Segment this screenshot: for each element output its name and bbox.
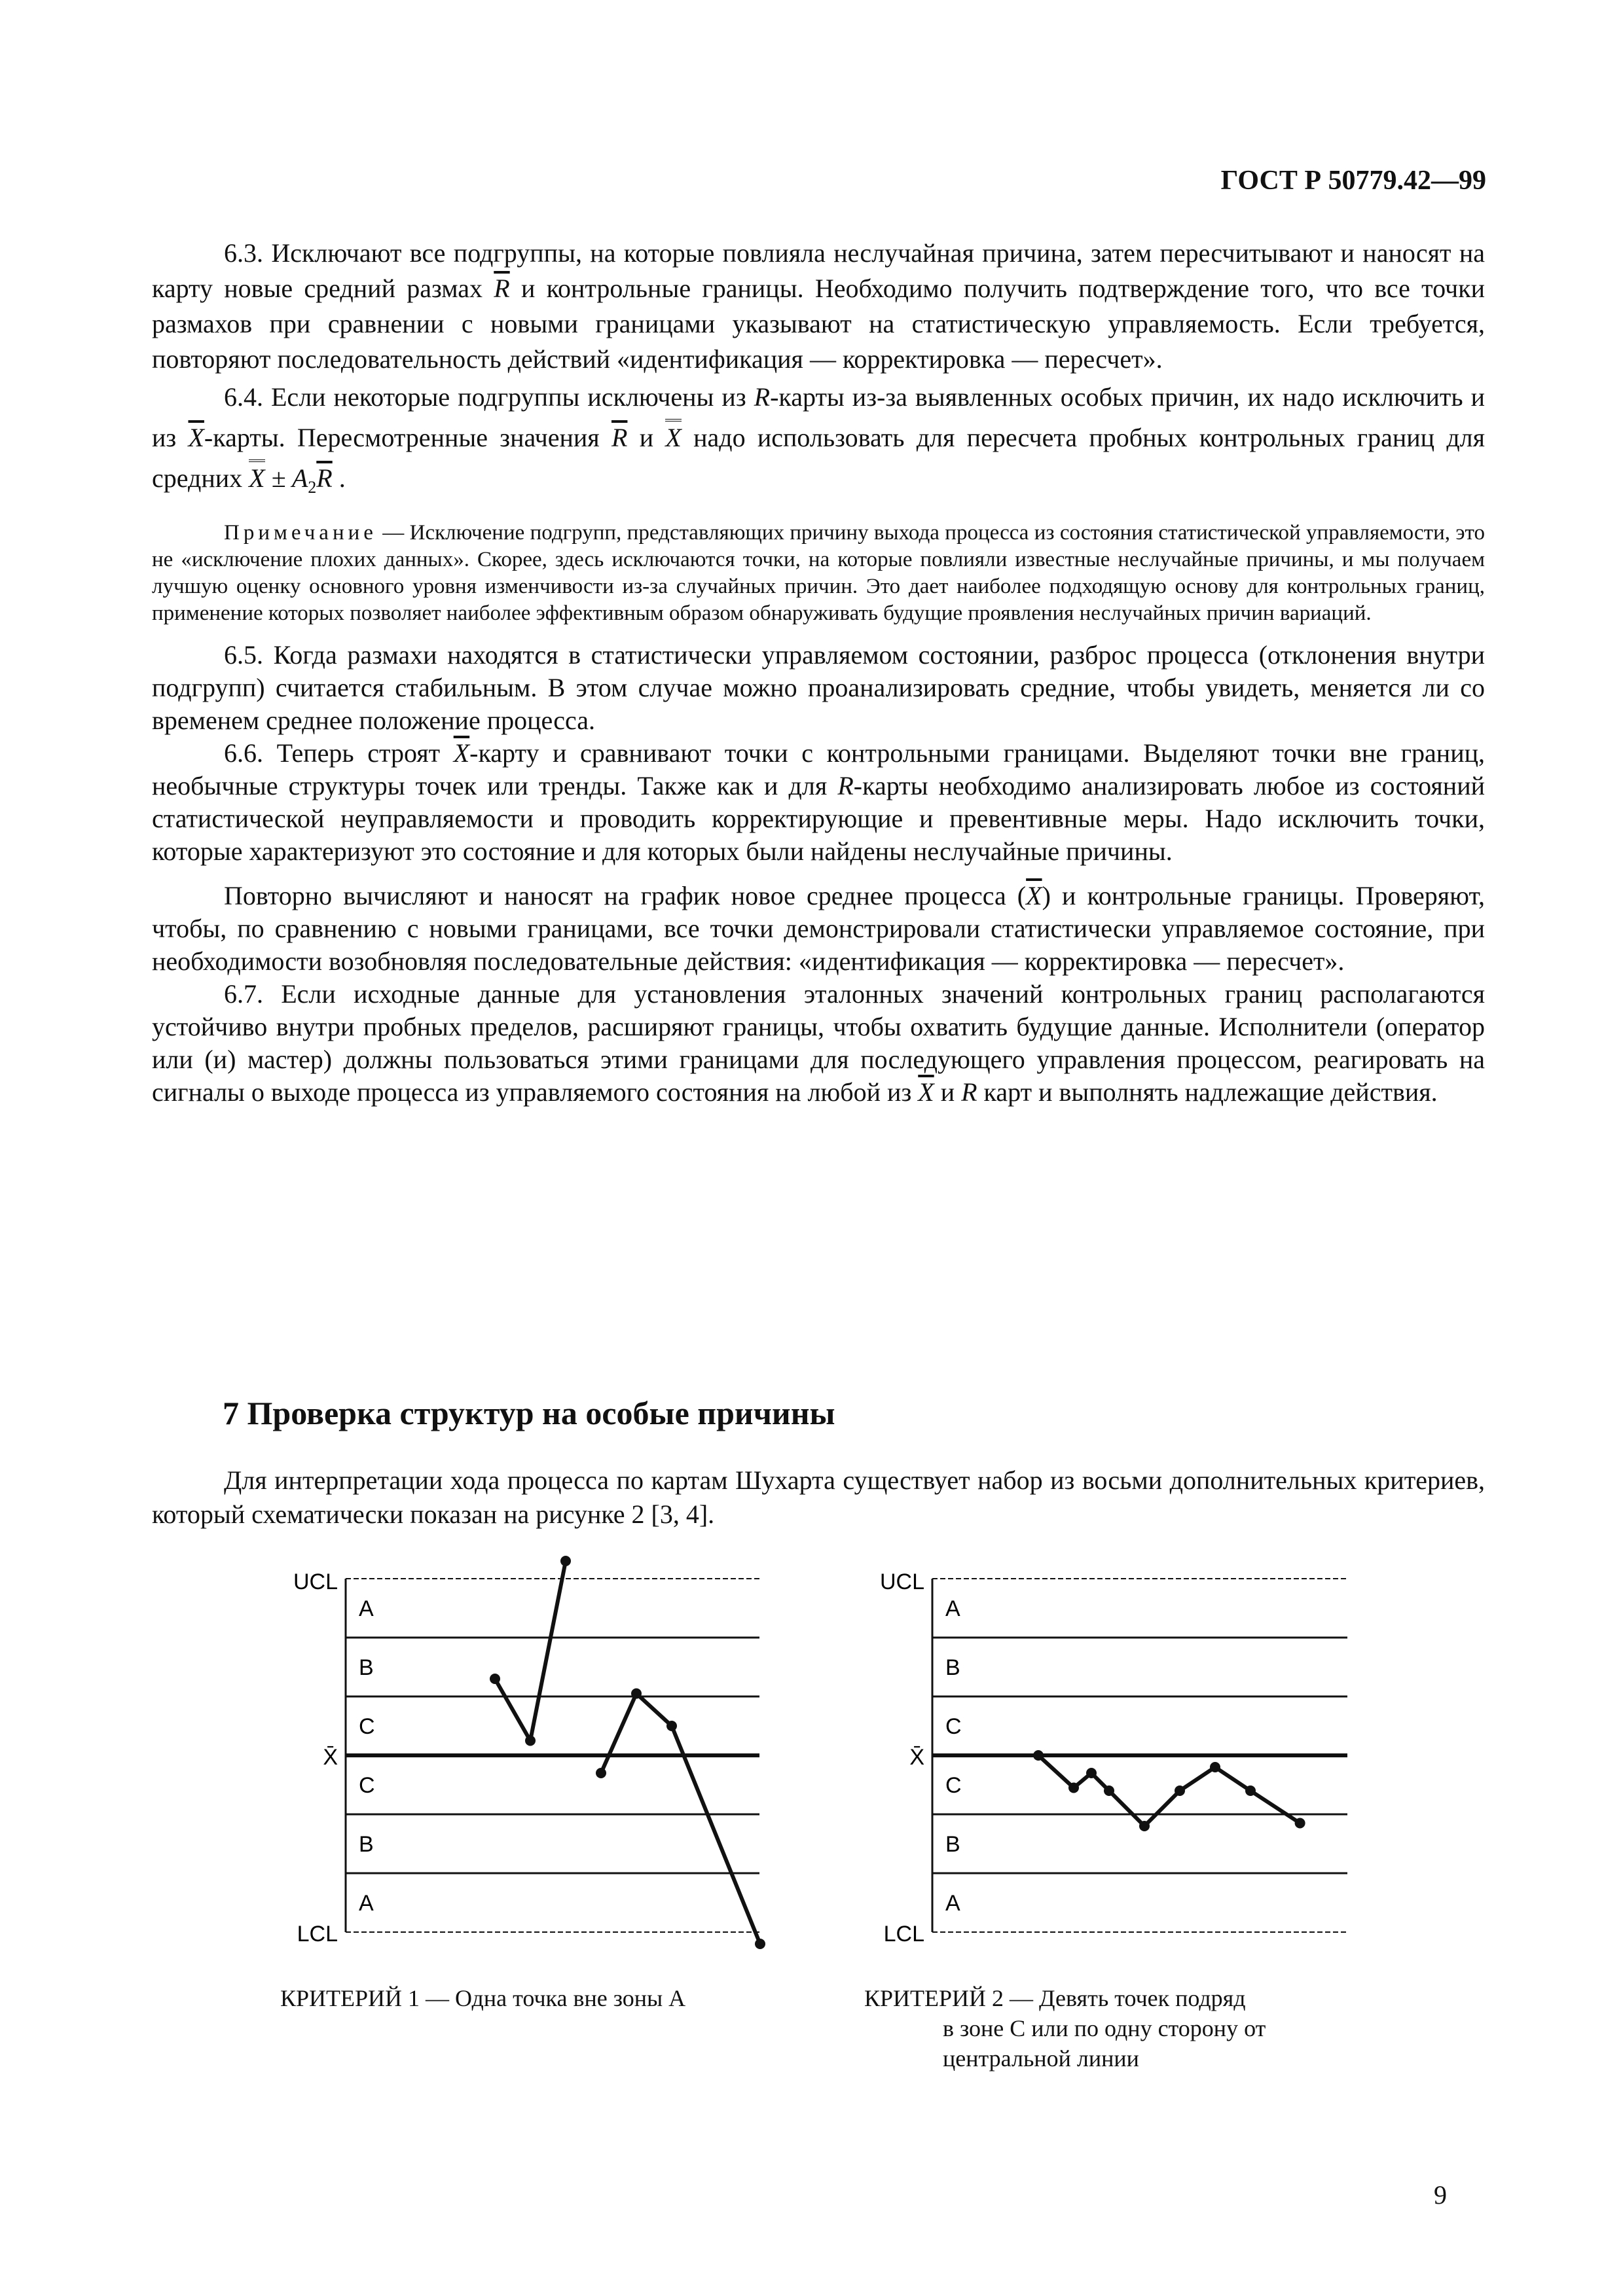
paragraph-6-7: 6.7. Если исходные данные для установления эталонных значений контрольных границ располагаются устойчиво внутри пробных пределов, расширяют границы, чтобы охватить будущие данные. Исполнители (оператор или (и) мастер) должны пользоваться этими границами для последующего управления процессом, реагировать на сигналы о выходе процесса из управляемого состояния на любой из $\overline{X}$ и R карт и выполнять надлежащие действия. — [152, 979, 1485, 1107]
center-line-label: X̄ — [323, 1745, 338, 1770]
r-bar-symbol: $\overline{R}$ — [494, 274, 510, 303]
data-point — [631, 1689, 642, 1699]
data-point — [1068, 1783, 1079, 1793]
x-double-bar-symbol: X — [249, 459, 264, 493]
data-point — [525, 1736, 536, 1746]
note-label: Примечание — [224, 521, 377, 545]
paragraph-6-4: 6.4. Если некоторые подгруппы исключены из R-карты из-за выявленных особых причин, их надо исключить и из $\overline{X}$-карты. Пересмотренные значения $\overline{R}$ и X надо использовать для пересчета пробных контрольных границ для средних $X \pm A_2\overline{R}$ . — [152, 382, 1486, 497]
section-7-title: 7 Проверка структур на особые причины — [223, 1395, 835, 1431]
x-bar-symbol: $\overline{X}$ — [453, 738, 470, 768]
paragraph-6-6: 6.6. Теперь строят $\overline{X}$-карту и сравнивают точки с контрольными границами. Выделяют точки вне границ, необычные структуры точек или тренды. Также как и для R-карты необходимо анализировать любое из состояний статистической неуправляемости и проводить корректирующие и превентивные меры. Надо исключить точки, которые характеризуют это состояние и для которых были найдены неслучайные причины. — [152, 738, 1486, 866]
zone-label: C — [359, 1773, 375, 1798]
chart-criterion-1 — [293, 1556, 765, 1949]
x-bar-symbol: $\overline{X}$ — [188, 423, 204, 452]
page-number: 9 — [1434, 2180, 1447, 2210]
ucl-label: UCL — [293, 1570, 338, 1594]
data-point — [1210, 1762, 1220, 1772]
data-point — [755, 1939, 765, 1949]
data-point — [560, 1556, 571, 1566]
caption-criterion-2: КРИТЕРИЙ 2 — Девять точек подряд в зоне С или по одну сторону от центральной линии — [864, 1985, 1266, 2072]
data-point — [1175, 1785, 1185, 1796]
zone-label: B — [359, 1655, 374, 1680]
series-line — [601, 1694, 760, 1945]
data-point — [1086, 1768, 1097, 1778]
document-header: ГОСТ Р 50779.42—99 — [1220, 166, 1486, 196]
zone-label: A — [945, 1891, 960, 1916]
chart-criterion-2 — [880, 1570, 1347, 1946]
r-symbol: R — [837, 771, 854, 800]
lcl-label: LCL — [883, 1922, 924, 1946]
section-7-intro: Для интерпретации хода процесса по картам Шухарта существует набор из восьми дополнительных критериев, который схематически показан на рисунке 2 [3, 4]. — [152, 1465, 1485, 1529]
zone-label: C — [945, 1714, 962, 1739]
r-bar-symbol: $\overline{R}$ — [611, 423, 628, 452]
zone-label: A — [359, 1596, 374, 1621]
data-point — [666, 1721, 677, 1731]
data-point — [596, 1768, 606, 1778]
x-double-bar-symbol: X — [665, 419, 681, 452]
note: Примечание — Исключение подгрупп, представляющих причину выхода процесса из состояния статистической управляемости, это не «исключение плохих данных». Скорее, здесь исключаются точки, на которые повлияли известные неслучайные причины, и мы получаем лучшую оценку основного уровня изменчивости из-за случайных причин. Это дает наиболее подходящую основу для контрольных границ, применение которых позволяет наиболее эффективным образом обнаруживать будущие проявления неслучайных причин вариаций. — [152, 521, 1486, 625]
data-point — [1139, 1821, 1150, 1831]
paragraph-6-6-continued: Повторно вычисляют и наносят на график новое среднее процесса $(\overline{X})$ и контрольные границы. Проверяют, чтобы, по сравнению с новыми границами, все точки демонстрировали статистически управляемое состояние, при необходимости возобновляя последовательные действия: «идентификация — корректировка — пересчет». — [152, 881, 1485, 976]
series-line — [495, 1561, 566, 1741]
zone-label: C — [359, 1714, 375, 1739]
center-line-label: X̄ — [909, 1745, 924, 1770]
data-point — [1245, 1785, 1256, 1796]
ucl-label: UCL — [879, 1570, 924, 1594]
x-bar-symbol: $\overline{X}$ — [918, 1077, 934, 1107]
zone-label: B — [945, 1832, 960, 1857]
r-symbol: R — [754, 382, 771, 412]
zone-label: B — [945, 1655, 960, 1680]
zone-label: A — [945, 1596, 960, 1621]
data-point — [1104, 1785, 1114, 1796]
zone-label: C — [945, 1773, 962, 1798]
zone-label: A — [359, 1891, 374, 1916]
data-point — [1033, 1750, 1044, 1761]
data-point — [1295, 1818, 1305, 1829]
caption-criterion-1: КРИТЕРИЙ 1 — Одна точка вне зоны А — [280, 1985, 686, 2011]
lcl-label: LCL — [297, 1922, 338, 1946]
x-bar-symbol: $\overline{X}$ — [1026, 881, 1042, 910]
r-symbol: R — [961, 1077, 977, 1107]
paragraph-6-5: 6.5. Когда размахи находятся в статистически управляемом состоянии, разброс процесса (отклонения внутри подгрупп) считается стабильным. В этом случае можно проанализировать средние, чтобы увидеть, меняется ли со временем среднее положение процесса. — [152, 640, 1485, 735]
paragraph-6-3: 6.3. Исключают все подгруппы, на которые повлияла неслучайная причина, затем пересчитывают и наносят на карту новые средний размах $\overline{R}$ и контрольные границы. Необходимо получить подтверждение того, что все точки размахов при сравнении с новыми границами указывают на статистическую управляемость. Если требуется, повторяют последовательность действий «идентификация — корректировка — пересчет». — [152, 238, 1486, 374]
r-bar-symbol: $\overline{R}$ — [316, 463, 333, 493]
zone-label: B — [359, 1832, 374, 1857]
data-point — [490, 1674, 500, 1684]
